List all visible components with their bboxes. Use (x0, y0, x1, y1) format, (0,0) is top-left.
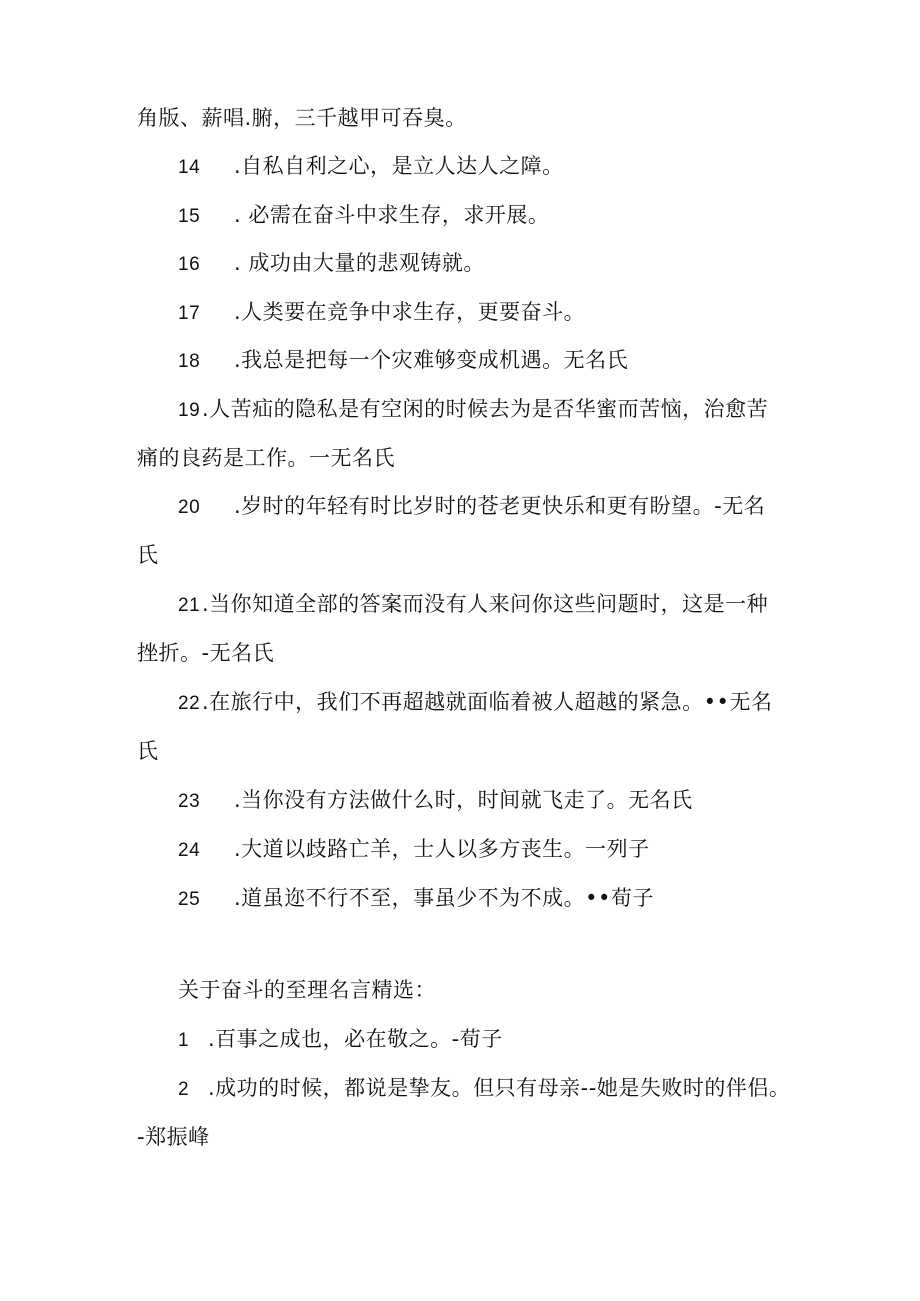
item-text: .人苦疝的隐私是有空闲的时候去为是否华蜜而苦恼，治愈苦 (202, 397, 769, 421)
item-text: .我总是把每一个灾难够变成机遇。无名氏 (234, 348, 629, 372)
item-number: 1 (178, 1030, 190, 1051)
text-line-continued (137, 444, 395, 472)
list-item (178, 835, 650, 865)
item-number: 25 (178, 889, 201, 910)
line-text: -郑振峰 (137, 1125, 210, 1149)
list-item (178, 688, 772, 718)
text-line-continued (137, 737, 159, 765)
item-text: .大道以歧路亡羊，士人以多方丧生。一列子 (234, 837, 650, 861)
item-text: .道虽迩不行不至，事虽少不为不成。••荀子 (234, 886, 654, 910)
text-line-continued (137, 1123, 210, 1151)
list-item (178, 590, 768, 620)
text-line-continued (137, 639, 274, 667)
item-number: 24 (178, 840, 201, 861)
line-text: 氏 (137, 739, 159, 763)
item-number: 21 (178, 595, 201, 616)
line-text: 氏 (137, 543, 159, 567)
item-text: .当你没有方法做什么时，时间就飞走了。无名氏 (234, 788, 693, 812)
item-number: 20 (178, 497, 201, 518)
list-item (178, 884, 654, 914)
text-line (137, 104, 467, 132)
list-item (178, 298, 585, 328)
line-text: 角版、薪唱.腑，三千越甲可吞臭。 (137, 106, 467, 130)
item-number: 17 (178, 303, 201, 324)
list-item (178, 492, 765, 522)
item-text: . 成功由大量的悲观铸就。 (234, 251, 485, 275)
list-item (178, 395, 768, 425)
text-line-continued (137, 541, 159, 569)
item-number: 16 (178, 254, 201, 275)
list-item (178, 201, 549, 231)
line-text: 挫折。-无名氏 (137, 641, 275, 665)
item-number: 18 (178, 351, 201, 372)
item-number: 22 (178, 693, 201, 714)
list-item (178, 346, 628, 376)
list-item (178, 1025, 503, 1055)
item-text: .岁时的年轻有时比岁时的苍老更快乐和更有盼望。-无名 (234, 494, 766, 518)
item-text: .当你知道全部的答案而没有人来问你这些问题时，这是一种 (202, 592, 769, 616)
list-item (178, 152, 564, 182)
item-text: .在旅行中，我们不再超越就面临着被人超越的紧急。••无名 (202, 690, 773, 714)
list-item (178, 249, 485, 279)
item-text: . 必需在奋斗中求生存，求开展。 (234, 203, 550, 227)
item-text: .自私自利之心，是立人达人之障。 (234, 154, 564, 178)
item-number: 15 (178, 206, 201, 227)
item-number: 23 (178, 791, 201, 812)
section-heading (178, 976, 436, 1004)
item-text: .成功的时候，都说是挚友。但只有母亲--她是失败时的伴侣。 (208, 1076, 791, 1100)
list-item (178, 1074, 790, 1104)
item-text: .百事之成也，必在敬之。-荀子 (208, 1027, 503, 1051)
list-item (178, 786, 693, 816)
heading-text: 关于奋斗的至理名言精选： (178, 978, 436, 1002)
item-number: 14 (178, 157, 201, 178)
line-text: 痛的良药是工作。一无名氏 (137, 446, 395, 470)
item-number: 2 (178, 1079, 190, 1100)
item-text: .人类要在竞争中求生存，更要奋斗。 (234, 300, 586, 324)
item-number: 19 (178, 400, 201, 421)
